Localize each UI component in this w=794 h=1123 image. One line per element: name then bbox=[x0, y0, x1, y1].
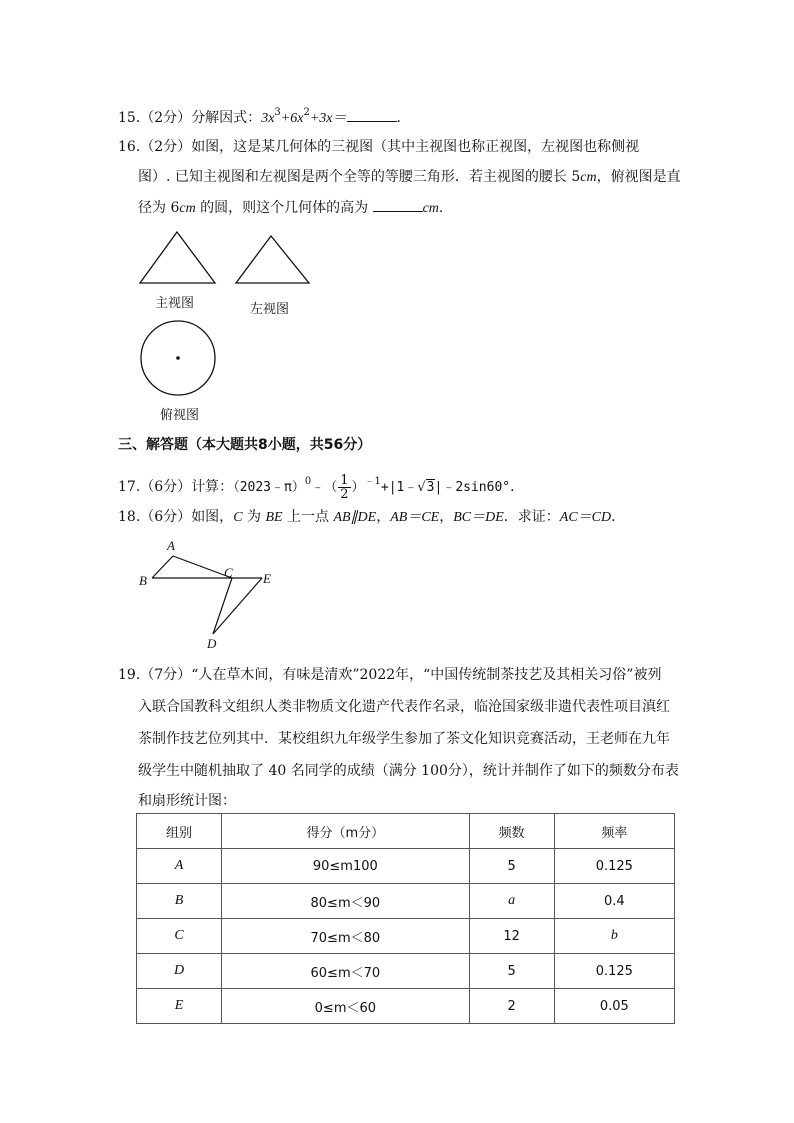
q15-term2: +6x bbox=[280, 111, 304, 126]
q17-exponent-neg1: ﹣1 bbox=[364, 476, 381, 487]
label-point-c: C bbox=[224, 565, 233, 580]
caption-front-view: 主视图 bbox=[155, 296, 195, 311]
q17-fraction bbox=[338, 474, 350, 501]
table-cell: 70≤m＜80 bbox=[222, 919, 470, 954]
q15-prefix: 分解因式： bbox=[191, 110, 262, 126]
q17-abs-open: +|1﹣ bbox=[380, 480, 418, 495]
q18-eq1: AB＝CE bbox=[390, 510, 440, 525]
q15-end: . bbox=[396, 110, 401, 126]
question-19-line1 bbox=[118, 665, 661, 685]
q17-expr1: （2023﹣π） bbox=[233, 480, 305, 495]
table-row bbox=[137, 989, 675, 1024]
q18-score: （6分） bbox=[140, 509, 192, 525]
table-cell: D bbox=[137, 954, 222, 989]
q18-number: 18. bbox=[118, 509, 141, 525]
table-cell: 5 bbox=[469, 954, 554, 989]
q17-close-paren: ） bbox=[351, 480, 365, 495]
table-cell: 0≤m＜60 bbox=[222, 989, 470, 1024]
table-cell: 2 bbox=[469, 989, 554, 1024]
q18-parallel: AB∥DE bbox=[333, 510, 377, 525]
table-cell: C bbox=[137, 919, 222, 954]
q17-fraction-denominator: 2 bbox=[340, 486, 349, 502]
table-cell: A bbox=[137, 849, 222, 884]
table-header-cell: 得分（m分） bbox=[222, 814, 470, 849]
q16-number: 16. bbox=[118, 139, 141, 155]
table-header-row bbox=[137, 814, 675, 849]
frequency-table bbox=[136, 813, 675, 1024]
table-cell: b bbox=[554, 919, 674, 954]
question-19-line4: 级学生中随机抽取了 40 名同学的成绩（满分 100分），统计并制作了如下的频数分布表 bbox=[138, 763, 679, 779]
table-cell: 0.4 bbox=[554, 884, 674, 919]
table-row bbox=[137, 954, 675, 989]
q17-exponent-0: 0 bbox=[304, 476, 312, 487]
caption-top-view: 俯视图 bbox=[160, 408, 200, 423]
question-19-line3: 茶制作技艺位列其中．某校组织九年级学生参加了茶文化知识竞赛活动，王老师在九年 bbox=[138, 731, 670, 747]
question-19-line2: 入联合国教科文组织人类非物质文化遗产代表作名录，临沧国家级非遗代表性项目滇红 bbox=[138, 699, 670, 715]
label-point-a: A bbox=[167, 538, 175, 553]
q16-unit-cm: cm bbox=[580, 170, 597, 185]
q15-power3: 3 bbox=[274, 107, 281, 118]
question-16-line1 bbox=[118, 137, 639, 157]
q17-fraction-numerator: 1 bbox=[340, 472, 349, 488]
caption-left-view: 左视图 bbox=[250, 302, 290, 317]
table-cell: 12 bbox=[469, 919, 554, 954]
q17-end: ． bbox=[510, 479, 525, 495]
table-cell: E bbox=[137, 989, 222, 1024]
q17-minus: ﹣（ bbox=[311, 480, 338, 495]
table-cell: 90≤m100 bbox=[222, 849, 470, 884]
q18-end: ． bbox=[611, 509, 626, 525]
q17-score: （6分） bbox=[140, 479, 192, 495]
question-17: 17.（6分）计算：（2023﹣π）$^0$﹣（ $\frac{1}{2}$ ）$^{﹣1}$+|1﹣√3|﹣2sin60°． bbox=[118, 472, 525, 502]
left-view-triangle bbox=[234, 234, 314, 286]
q16-unit-cm-3: cm bbox=[422, 201, 439, 216]
q16-text-line2b: ，俯视图是直 bbox=[596, 169, 681, 185]
q16-score: （2分） bbox=[140, 139, 192, 155]
table-header-cell: 频率 bbox=[554, 814, 674, 849]
q19-score: （7分） bbox=[140, 667, 192, 683]
q16-text-line1: 如图，这是某几何体的三视图（其中主视图也称正视图，左视图也称侧视 bbox=[191, 139, 640, 155]
table-row bbox=[137, 919, 675, 954]
q15-term3: +3x＝ bbox=[309, 111, 347, 126]
top-view-circle bbox=[139, 319, 219, 399]
q18-point-c: C bbox=[233, 510, 243, 525]
q16-end: . bbox=[438, 200, 444, 216]
table-header-cell: 组别 bbox=[137, 814, 222, 849]
table-cell: 5 bbox=[469, 849, 554, 884]
q18-comma2: ， bbox=[439, 509, 454, 525]
q18-eq2: BC＝DE bbox=[453, 510, 504, 525]
label-point-b: B bbox=[139, 573, 147, 588]
q16-text-line3b: 的圆，则这个几何体的高为 bbox=[195, 200, 373, 216]
q16-unit-cm-2: cm bbox=[179, 201, 196, 216]
table-cell: 0.05 bbox=[554, 989, 674, 1024]
table-row bbox=[137, 884, 675, 919]
q16-text-line2a: 图）. 已知主视图和左视图是两个全等的等腰三角形．若主视图的腰长 5 bbox=[138, 169, 581, 185]
question-16-line3 bbox=[138, 197, 443, 219]
q15-number: 15. bbox=[118, 110, 141, 126]
table-cell: 0.125 bbox=[554, 954, 674, 989]
question-19-line5: 和扇形统计图： bbox=[138, 793, 236, 809]
q19-text-line1: “人在草木间，有味是清欢”2022年，“中国传统制茶技艺及其相关习俗”被列 bbox=[191, 667, 662, 683]
q17-abs-close: |﹣2sin60° bbox=[434, 480, 511, 495]
q18-text-d: ．求证： bbox=[503, 509, 560, 525]
q18-text-a: 如图， bbox=[191, 509, 234, 525]
q18-text-c: 上一点 bbox=[282, 509, 334, 525]
q18-segment-be: BE bbox=[265, 510, 283, 525]
q17-sqrt-3: 3 bbox=[426, 480, 435, 495]
table-header-cell: 频数 bbox=[469, 814, 554, 849]
label-point-e: E bbox=[263, 571, 271, 586]
q18-comma1: ， bbox=[376, 509, 391, 525]
q17-prefix: 计算： bbox=[191, 479, 234, 495]
question-15 bbox=[118, 103, 401, 129]
q18-eq3: AC＝CD bbox=[559, 510, 612, 525]
table-cell: B bbox=[137, 884, 222, 919]
section-3-title: 三、解答题（本大题共8小题，共56分） bbox=[118, 437, 372, 453]
table-row bbox=[137, 849, 675, 884]
label-point-d: D bbox=[207, 636, 217, 651]
table-cell: 60≤m＜70 bbox=[222, 954, 470, 989]
table-cell: a bbox=[469, 884, 554, 919]
q17-number: 17. bbox=[118, 479, 141, 495]
question-16-line2 bbox=[138, 167, 681, 188]
table-cell: 0.125 bbox=[554, 849, 674, 884]
q19-number: 19. bbox=[118, 667, 141, 683]
q15-power2: 2 bbox=[303, 107, 310, 118]
q18-geometry-figure bbox=[140, 535, 290, 650]
q15-score: （2分） bbox=[140, 110, 192, 126]
question-18 bbox=[118, 507, 625, 528]
front-view-triangle bbox=[138, 230, 218, 286]
q16-text-line3a: 径为 6 bbox=[138, 200, 180, 216]
q15-term1: 3x bbox=[261, 111, 275, 126]
q16-answer-blank[interactable] bbox=[373, 197, 423, 212]
q15-answer-blank[interactable] bbox=[347, 107, 397, 122]
table-cell: 80≤m＜90 bbox=[222, 884, 470, 919]
q18-text-b: 为 bbox=[242, 509, 266, 525]
